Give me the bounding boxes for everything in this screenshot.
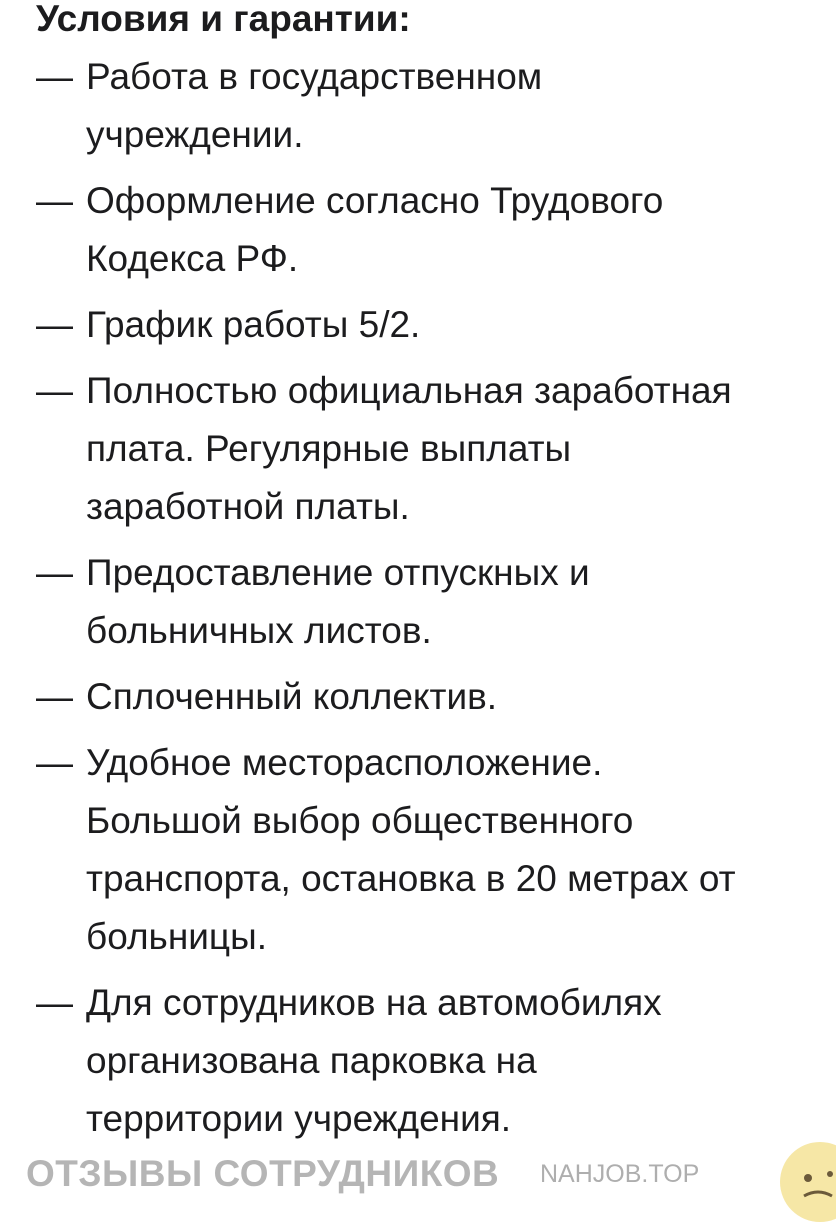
list-item-line: Для сотрудников на автомобилях: [86, 982, 662, 1023]
list-item-text: [86, 668, 826, 726]
dash-bullet: —: [36, 304, 73, 345]
list-item-text: [86, 974, 826, 1148]
list-item: [36, 974, 826, 1148]
dash-bullet: —: [36, 370, 73, 411]
dash-bullet: —: [36, 676, 73, 717]
list-item-text: [86, 362, 826, 536]
dash-bullet: —: [36, 180, 73, 221]
list-item-line: График работы 5/2.: [86, 304, 421, 345]
list-item-line: Полностью официальная заработная: [86, 370, 732, 411]
dash-bullet: —: [36, 742, 73, 783]
conditions-list: [36, 48, 826, 1156]
list-item: [36, 734, 826, 966]
list-item-text: [86, 544, 826, 660]
list-item-line: учреждении.: [86, 114, 304, 155]
list-item-text: [86, 48, 826, 164]
list-item-text: [86, 296, 826, 354]
watermark-reviews: ОТЗЫВЫ СОТРУДНИКОВ: [26, 1153, 500, 1194]
mascot-face-icon: [778, 1140, 836, 1224]
dash-bullet: —: [36, 982, 73, 1023]
list-item-line: Удобное месторасположение.: [86, 742, 603, 783]
list-item-line: больничных листов.: [86, 610, 432, 651]
list-item: [36, 362, 826, 536]
list-item-line: Кодекса РФ.: [86, 238, 299, 279]
list-item: [36, 296, 826, 354]
list-item-line: Сплоченный коллектив.: [86, 676, 498, 717]
list-item: [36, 172, 826, 288]
list-item: [36, 544, 826, 660]
list-item-line: Оформление согласно Трудового: [86, 180, 664, 221]
list-item-line: транспорта, остановка в 20 метрах от: [86, 858, 736, 899]
list-item-line: Предоставление отпускных и: [86, 552, 590, 593]
list-item-line: Большой выбор общественного: [86, 800, 634, 841]
watermark-site: NAHJOB.TOP: [540, 1160, 700, 1188]
list-item-line: заработной платы.: [86, 486, 410, 527]
list-item-text: [86, 734, 826, 966]
list-item-line: больницы.: [86, 916, 267, 957]
list-item-line: территории учреждения.: [86, 1098, 512, 1139]
section-heading: Условия и гарантии:: [36, 0, 411, 39]
list-item-line: организована парковка на: [86, 1040, 537, 1081]
list-item-text: [86, 172, 826, 288]
list-item-line: плата. Регулярные выплаты: [86, 428, 572, 469]
list-item: [36, 668, 826, 726]
dash-bullet: —: [36, 552, 73, 593]
list-item: [36, 48, 826, 164]
list-item-line: Работа в государственном: [86, 56, 543, 97]
dash-bullet: —: [36, 56, 73, 97]
